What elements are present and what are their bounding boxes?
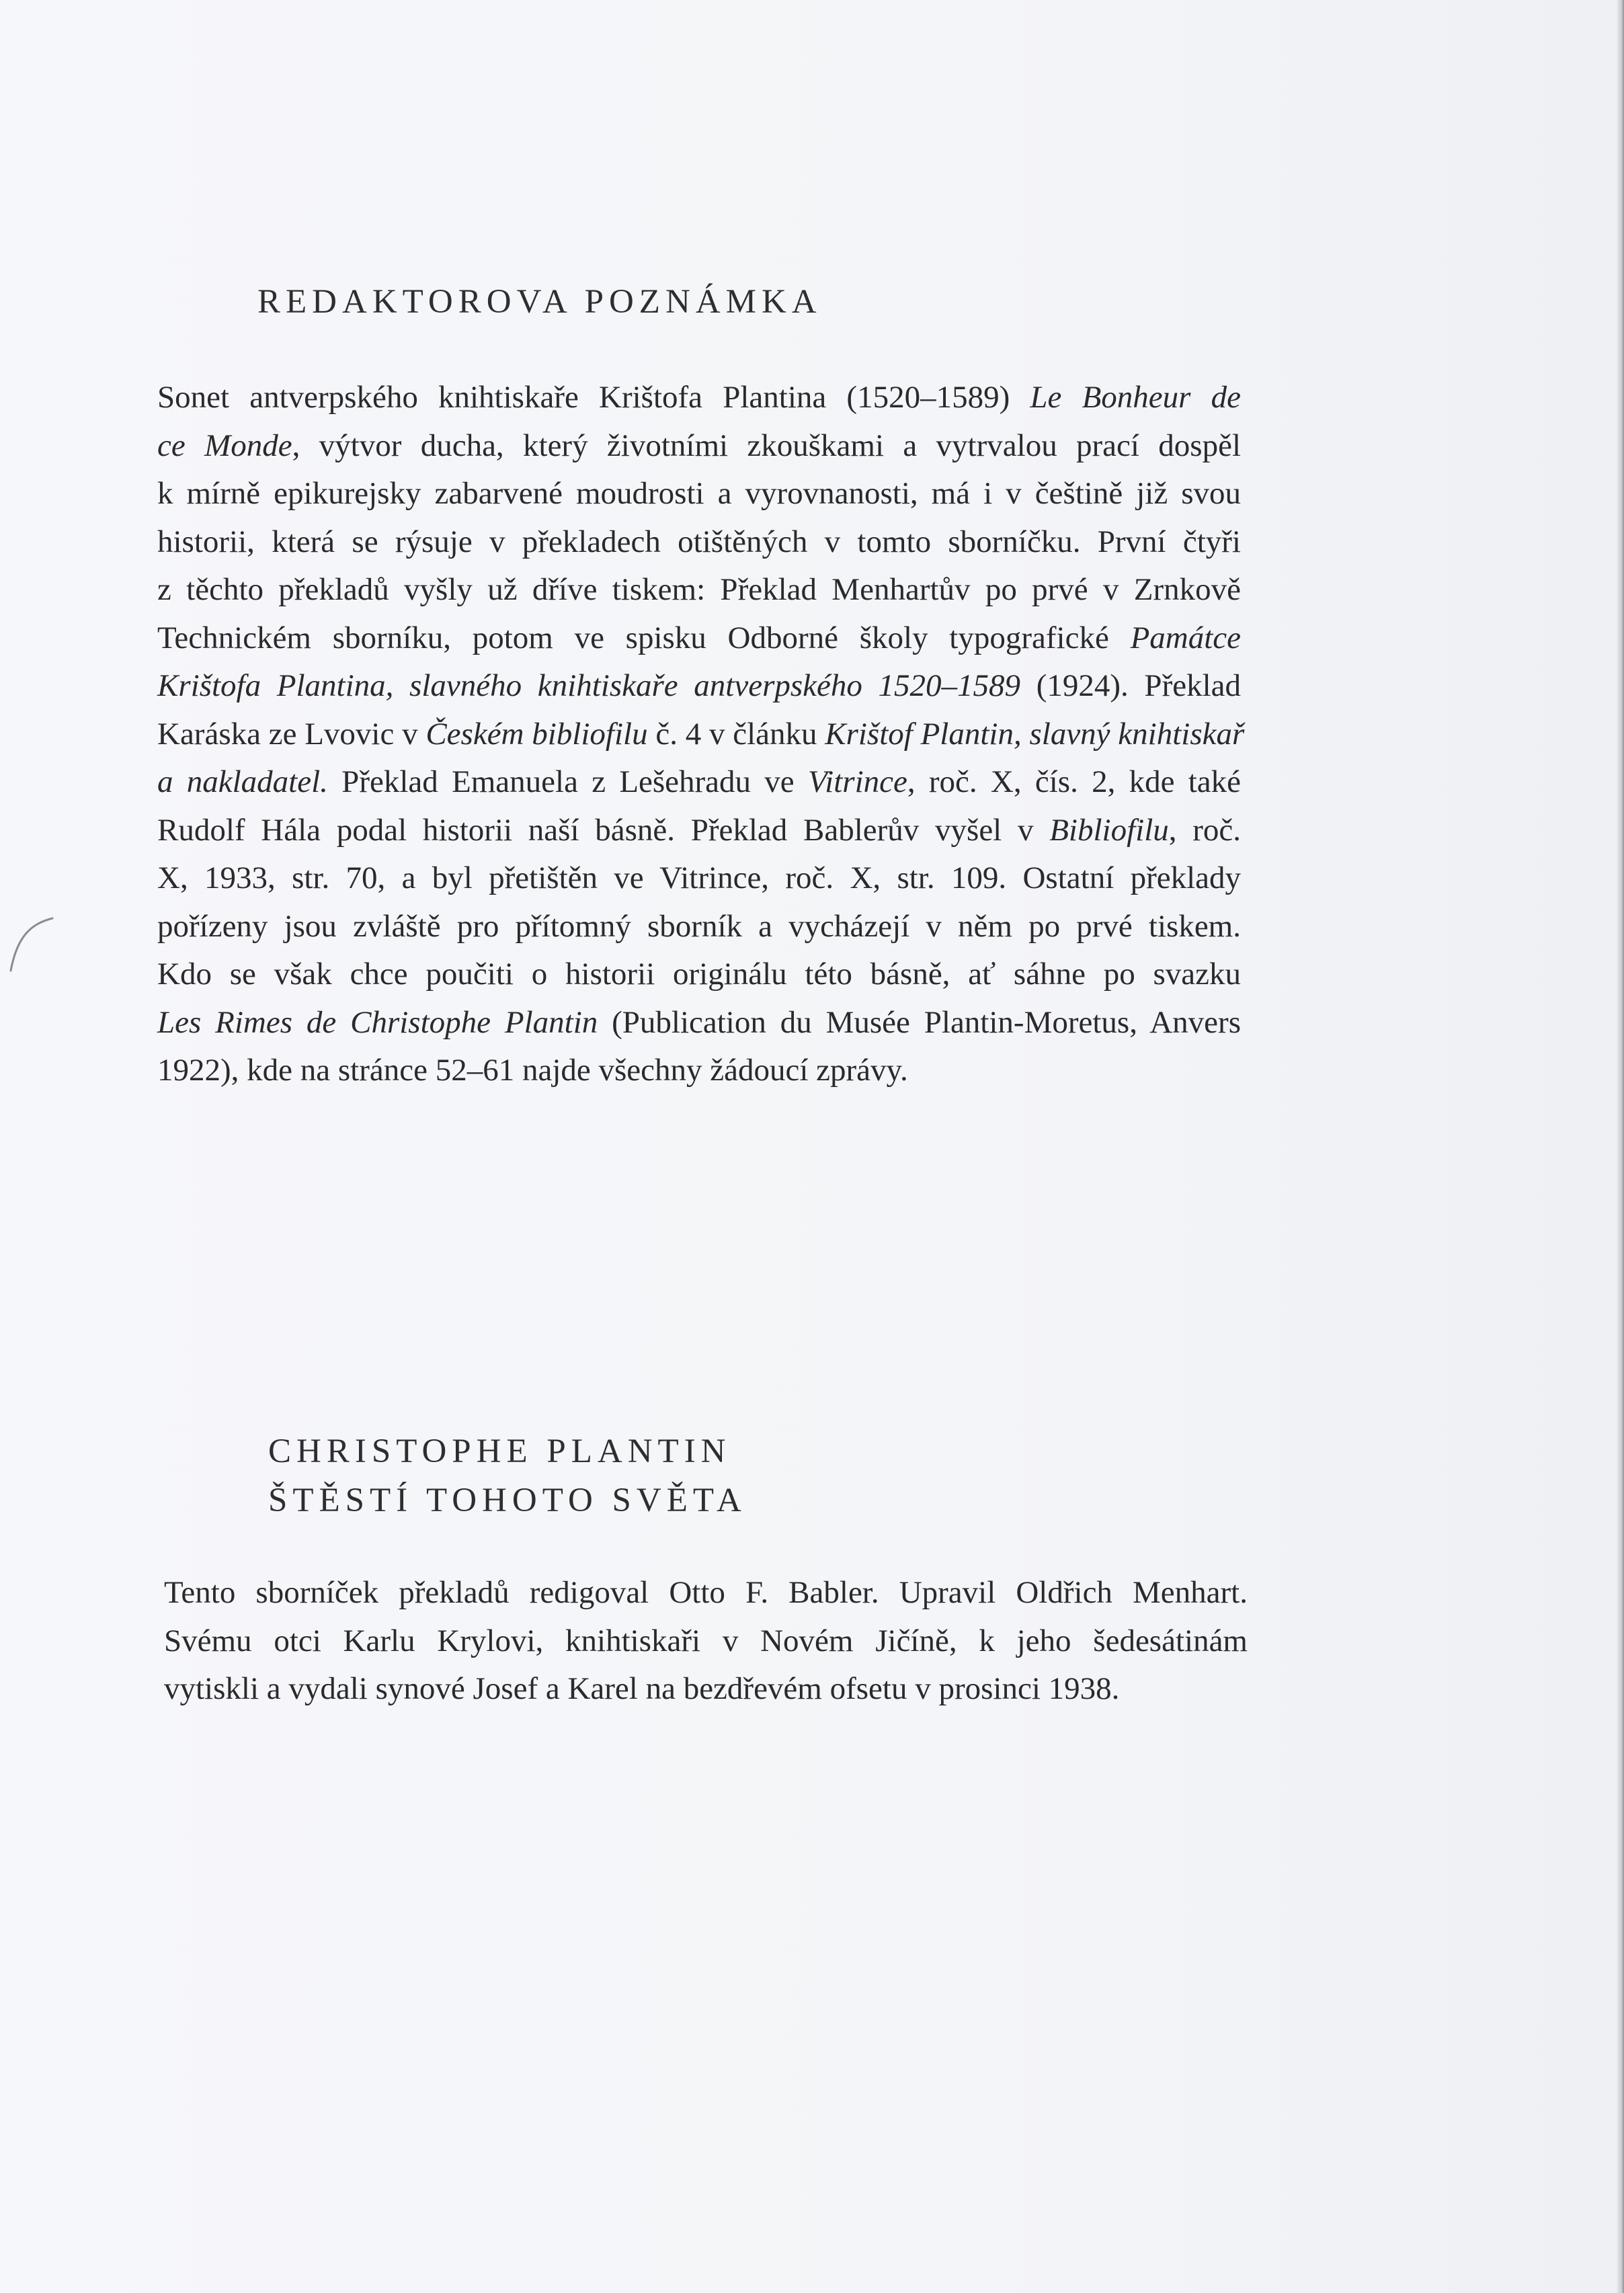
italic-title: ce Monde <box>157 428 292 463</box>
italic-title: a nakladatel. <box>157 764 328 799</box>
italic-title: Památce <box>1130 620 1241 655</box>
text-line: Rudolf Hála podal historii naší básně. Překlad Bablerův vyšel v Bibliofilu, roč. <box>157 812 1242 848</box>
editor-note-paragraph <box>157 374 1245 1095</box>
text-line: Krištofa Plantina, slavného knihtiskaře antverpského 1520–1589 (1924). Překlad <box>157 668 1241 703</box>
italic-title: Les Rimes de Christophe Plantin <box>157 1004 598 1040</box>
colophon-heading-author: CHRISTOPHE PLANTIN <box>268 1433 731 1470</box>
page-edge-shadow <box>1616 0 1624 2293</box>
text-line: k mírně epikurejsky zabarvené moudrosti a vyrovnanosti, má i v češtině již svou <box>157 476 1241 511</box>
text-line: historii, která se rýsuje v překladech otištěných v tomto sborníčku. První čtyři <box>157 524 1241 559</box>
text-line: 1922), kde na stránce 52–61 najde všechny žádoucí zprávy. <box>157 1053 908 1088</box>
colophon-heading-title: ŠTĚSTÍ TOHOTO SVĚTA <box>268 1482 747 1519</box>
italic-title: Krištof Plantin, slavný knihtiskař <box>825 716 1245 752</box>
text-line: ce Monde, výtvor ducha, který životními zkouškami a vytrvalou prací dospěl <box>157 428 1241 463</box>
colophon-paragraph <box>164 1569 1248 1714</box>
text-line: Technickém sborníku, potom ve spisku Odborné školy typografické Památce <box>157 620 1241 655</box>
text-line: Karáska ze Lvovic v Českém bibliofilu č. 4 v článku Krištof Plantin, slavný knihtiskař <box>157 716 1245 752</box>
text-line: pořízeny jsou zvláště pro přítomný sborník a vycházejí v něm po prvé tiskem. <box>157 908 1241 944</box>
text-line: Sonet antverpského knihtiskaře Krištofa Plantina (1520–1589) Le Bonheur de <box>157 380 1241 415</box>
italic-title: Vitrince <box>807 764 907 799</box>
text-line: Les Rimes de Christophe Plantin (Publication du Musée Plantin-Moretus, Anvers <box>157 1004 1241 1040</box>
italic-title: Le Bonheur de <box>1030 380 1241 415</box>
text-line: X, 1933, str. 70, a byl přetištěn ve Vitrince, roč. X, str. 109. Ostatní překlady <box>157 860 1241 895</box>
text-line: z těchto překladů vyšly už dříve tiskem: Překlad Menhartův po prvé v Zrnkově <box>157 572 1241 607</box>
pencil-margin-mark-icon <box>5 914 59 975</box>
text-line: Svému otci Karlu Krylovi, knihtiskaři v Novém Jičíně, k jeho šedesátinám <box>164 1623 1248 1658</box>
italic-title: Českém bibliofilu <box>425 716 648 752</box>
italic-title: Bibliofilu <box>1049 812 1169 848</box>
text-line: Tento sborníček překladů redigoval Otto F. Babler. Upravil Oldřich Menhart. <box>164 1575 1248 1610</box>
text-line: a nakladatel. Překlad Emanuela z Lešehradu ve Vitrince, roč. X, čís. 2, kde také <box>157 764 1241 799</box>
italic-title: Krištofa Plantina, slavného knihtiskaře antverpského 1520–1589 <box>157 668 1021 703</box>
text-line: Kdo se však chce poučiti o historii originálu této básně, ať sáhne po svazku <box>157 957 1241 992</box>
text-line: vytiskli a vydali synové Josef a Karel na bezdřevém ofsetu v prosinci 1938. <box>164 1671 1120 1706</box>
editor-note-heading: REDAKTOROVA POZNÁMKA <box>257 283 822 321</box>
